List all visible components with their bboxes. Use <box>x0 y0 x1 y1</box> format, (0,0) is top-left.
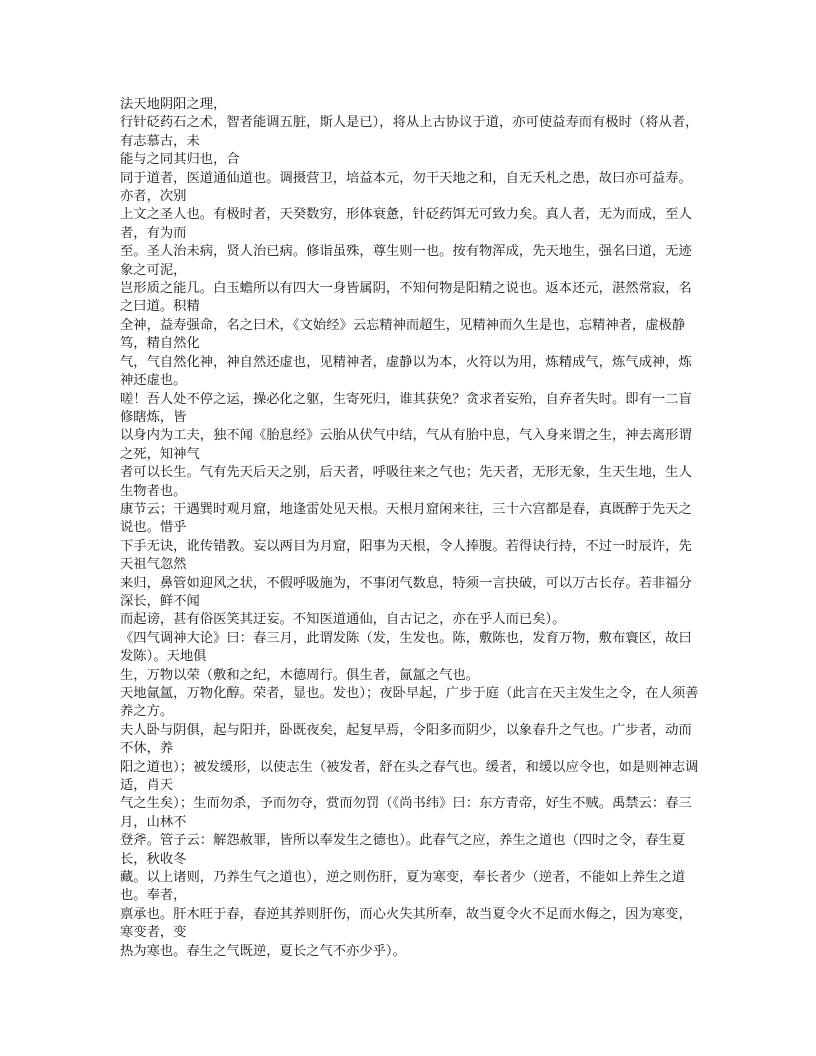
text-line: 来归，鼻管如迎风之状，不假呼吸施为，不事闭气数息，特须一言抉破，可以万古长存。若非福分深长，鲜不闻 <box>120 575 692 609</box>
text-line: 气，气自然化神，神自然还虚也，见精神者，虚静以为本，火符以为用，炼精成气，炼气成神，炼神还虚也。 <box>120 354 692 389</box>
text-line: 康节云；干遇巽时观月窟，地逢雷处见天根。天根月窟闲来往，三十六宫都是春，真既醉于先天之说也。惜乎 <box>120 501 692 536</box>
text-line: 登斧。管子云：解怨赦罪，皆所以奉发生之德也）。此春气之应，养生之道也（四时之令，春生夏长，秋收冬 <box>120 833 686 867</box>
text-line: 岂形质之能几。白玉蟾所以有四大一身皆属阴，不知何物是阳精之说也。返本还元，湛然常寂，名之曰道。积精 <box>120 281 692 315</box>
text-line: 《四气调神大论》曰：春三月，此谓发陈（发，生发也。陈，敷陈也，发育万物，敷布寰区，故曰发陈）。天地俱 <box>120 630 692 665</box>
text-line: 能与之同其归也，合 <box>120 152 240 168</box>
text-line: 阳之道也）；被发缓形，以使志生（被发者，舒在头之春气也。缓者，和缓以应令也，如是则神志调适，肖天 <box>120 759 699 794</box>
text-line: 而起谤，甚有俗医笑其迂妄。不知医道通仙，自古记之，亦在乎人而已矣）。 <box>120 612 566 628</box>
text-line: 热为寒也。春生之气既逆，夏长之气不亦少乎）。 <box>120 943 406 959</box>
text-line: 上文之圣人也。有极时者，天癸数穷，形体衰惫，针砭药饵无可致力矣。真人者，无为而成，至人者，有为而 <box>120 207 692 241</box>
text-line: 天地氤氲，万物化醇。荣者，显也。发也）；夜卧早起，广步于庭（此言在天主发生之令，在人须善养之方。 <box>120 686 699 720</box>
body-text <box>120 96 700 961</box>
text-line: 嗟！吾人处不停之运，操必化之躯，生寄死归，谁其获免？贪求者妄殆，自弃者失时。即有一二盲修瞎炼，皆 <box>120 391 692 425</box>
text-line: 禀承也。肝木旺于春，春逆其养则肝伤，而心火失其所奉，故当夏令火不足而水侮之，因为寒变，寒变者，变 <box>120 906 692 941</box>
text-line: 行针砭药石之术，智者能调五脏，斯人是已），将从上古协议于道，亦可使益寿而有极时（将从者，有志慕古，未 <box>120 115 699 149</box>
text-line: 夫人卧与阴俱，起与阳并，卧既夜矣，起复早焉，令阳多而阴少，以象春升之气也。广步者，动而不休，养 <box>120 722 692 757</box>
text-line: 全神，益寿强命，名之曰术，《文始经》云忘精神而超生，见精神而久生是也，忘精神者，虚极静笃，精自然化 <box>120 317 686 352</box>
text-line: 以身内为工夫，独不闻《胎息经》云胎从伏气中结，气从有胎中息，气入身来谓之生，神去离形谓之死，知神气 <box>120 428 692 462</box>
text-line: 至。圣人治未病，贤人治已病。修诣虽殊，尊生则一也。按有物浑成，先天地生，强名曰道，无迹象之可泥， <box>120 244 692 278</box>
text-line: 同于道者，医道通仙道也。调摄营卫，培益本元，勿干天地之和，自无夭札之患，故曰亦可益寿。亦者，次别 <box>120 170 692 205</box>
text-line: 法天地阴阳之理， <box>120 97 227 112</box>
text-line: 气之生矣）；生而勿杀，予而勿夺，赏而勿罚（《尚书纬》曰：东方青帝，好生不贼。禹禁云：春三月，山林不 <box>120 796 692 830</box>
text-line: 下手无诀，讹传错教。妄以两目为月窟，阳事为天根，令人捧腹。若得诀行持，不过一时辰许，先天祖气忽然 <box>120 538 692 573</box>
text-line: 藏。以上诸则，乃养生气之道也），逆之则伤肝，夏为寒变，奉长者少（逆者，不能如上养生之道也。奉者， <box>120 870 686 904</box>
text-line: 生，万物以荣（敷和之纪，木德周行。俱生者，氤氲之气也。 <box>120 667 480 683</box>
text-line: 者可以长生。气有先天后天之别，后天者，呼吸往来之气也；先天者，无形无象，生天生地，生人生物者也。 <box>120 465 692 499</box>
